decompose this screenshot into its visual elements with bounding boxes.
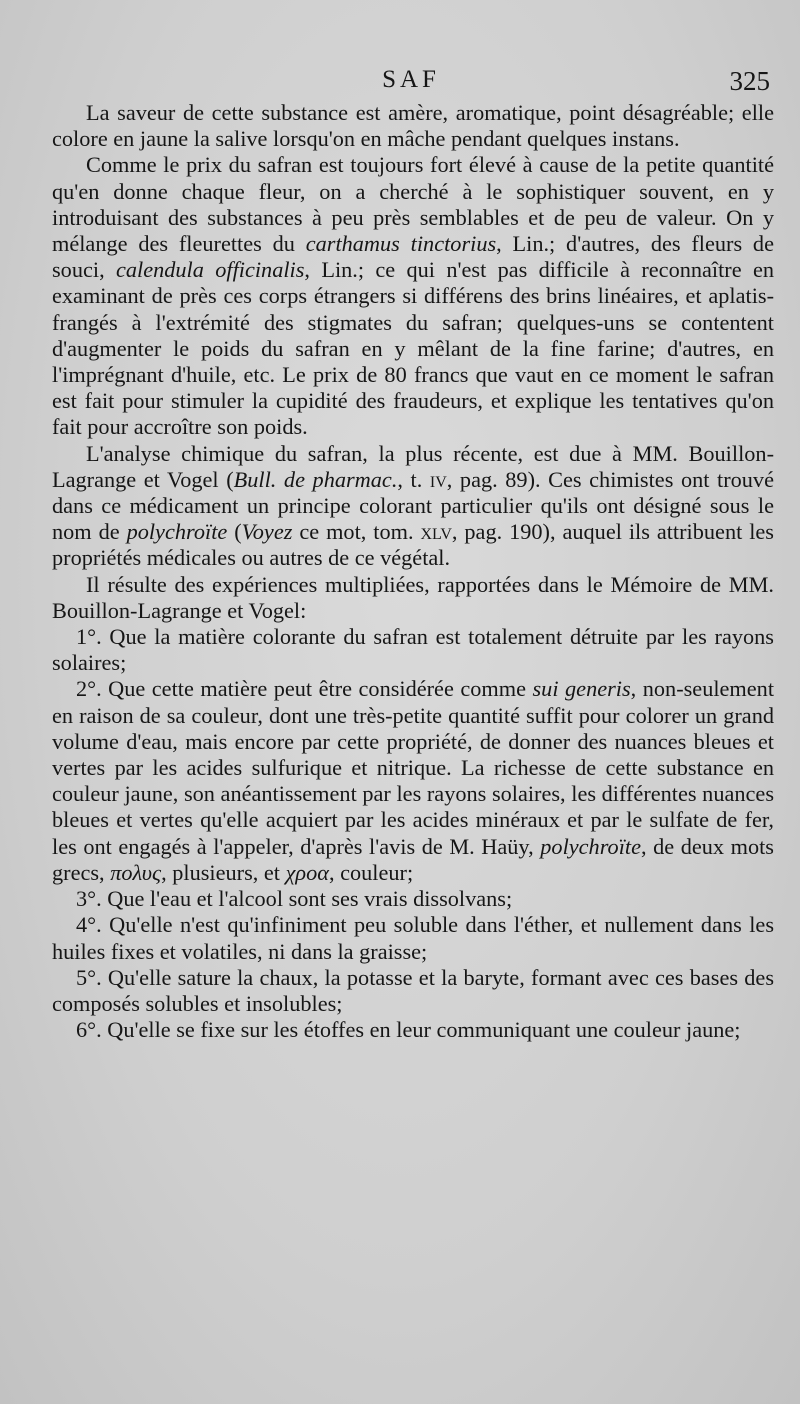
small-caps-numeral: xlv bbox=[420, 519, 452, 545]
italic-term: calendula officinalis bbox=[115, 257, 305, 283]
greek-word: χροα bbox=[285, 859, 329, 885]
text-run: , plusieurs, et bbox=[161, 859, 286, 885]
text-run: ce mot, tom. bbox=[292, 519, 421, 545]
list-item-3: 3°. Que l'eau et l'alcool sont ses vrais dissolvans; bbox=[76, 886, 513, 912]
page-number: 325 bbox=[729, 66, 770, 96]
text-run: , Lin.; d'autres, des fleurs de souci, bbox=[52, 231, 774, 283]
paragraph-2 bbox=[52, 152, 774, 440]
small-caps-numeral: iv bbox=[429, 466, 447, 492]
italic-term: polychroïte bbox=[540, 833, 641, 859]
italic-term: polychroïte bbox=[126, 519, 228, 545]
body-text bbox=[52, 100, 774, 1043]
italic-term: carthamus tinctorius bbox=[305, 231, 497, 257]
paragraph-1: La saveur de cette substance est amère, aromatique, point désagréable; elle colore en jaune la salive lorsqu'on en mâche pendant quelques instans. bbox=[52, 100, 774, 152]
list-item-2 bbox=[52, 676, 774, 886]
italic-term: Voyez bbox=[241, 519, 293, 545]
text-run: , non-seulement en raison de sa couleur, dont une très-petite quantité suffit pour colorer un grand volume d'eau, mais encore par cette propriété, de donner des nuances bleues et vertes par les acides sulfurique et nitrique. La richesse de cette substance en couleur jaune, son anéantissement par les rayons solaires, les différentes nuances bleues et vertes qu'elle acquiert par les acides minéraux et par le sulfate de fer, les ont engagés à l'appeler, d'après l'avis de M. Haüy, bbox=[52, 676, 775, 859]
list-item-6: 6°. Qu'elle se fixe sur les étoffes en leur communiquant une couleur jaune; bbox=[76, 1017, 741, 1043]
paragraph-4: Il résulte des expériences multipliées, rapportées dans le Mémoire de MM. Bouillon-Lagrange et Vogel: bbox=[52, 571, 774, 623]
text-run: ( bbox=[227, 519, 242, 545]
text-run: , Lin.; ce qui n'est pas difficile à reconnaître en examinant de près ces corps étrangers si différens des brins linéaires, et aplatis-frangés à l'extrémité des stigmates du safran; quelques-uns se contentent d'augmenter le poids du safran en y mêlant de la fine farine; d'autres, en l'imprégnant d'huile, etc. Le prix de 80 francs que vaut en ce moment le safran est fait pour stimuler la cupidité des fraudeurs, et explique les tentatives qu'on fait pour accroître son poids. bbox=[52, 257, 775, 440]
running-head: SAF bbox=[382, 66, 440, 93]
list-item-1: 1°. Que la matière colorante du safran est totalement détruite par les rayons solaires; bbox=[52, 624, 774, 676]
text-run: , t. bbox=[397, 466, 430, 492]
text-run: , couleur; bbox=[328, 859, 414, 885]
text-run: , de deux mots grecs, bbox=[52, 833, 774, 885]
list-item-4: 4°. Qu'elle n'est qu'infiniment peu soluble dans l'éther, et nullement dans les huiles fixes et volatiles, ni dans la graisse; bbox=[52, 912, 774, 964]
text-run: , pag. 190), auquel ils attribuent les propriétés médicales ou autres de ce végétal. bbox=[52, 519, 774, 571]
text-run: , pag. 89). Ces chimistes ont trouvé dans ce médicament un principe colorant particulier qu'ils ont désigné sous le nom de bbox=[52, 466, 774, 545]
list-item-5: 5°. Qu'elle sature la chaux, la potasse et la baryte, formant avec ces bases des composés solubles et insolubles; bbox=[52, 964, 774, 1016]
italic-term: sui generis bbox=[532, 676, 631, 702]
text-run: 2°. Que cette matière peut être considérée comme bbox=[76, 676, 533, 702]
text-run: Comme le prix du safran est toujours fort élevé à cause de la petite quantité qu'en donne chaque fleur, on a cherché à le sophistiquer souvent, en y introduisant des substances à peu près semblables et de peu de valeur. On y mélange des fleurettes du bbox=[52, 152, 774, 257]
italic-citation: Bull. de pharmac. bbox=[233, 466, 398, 492]
greek-word: πολυς bbox=[110, 859, 162, 885]
text-run: L'analyse chimique du safran, la plus récente, est due à MM. Bouillon-Lagrange et Vogel ( bbox=[52, 440, 774, 492]
page-header bbox=[52, 66, 770, 102]
paragraph-3 bbox=[52, 441, 774, 572]
